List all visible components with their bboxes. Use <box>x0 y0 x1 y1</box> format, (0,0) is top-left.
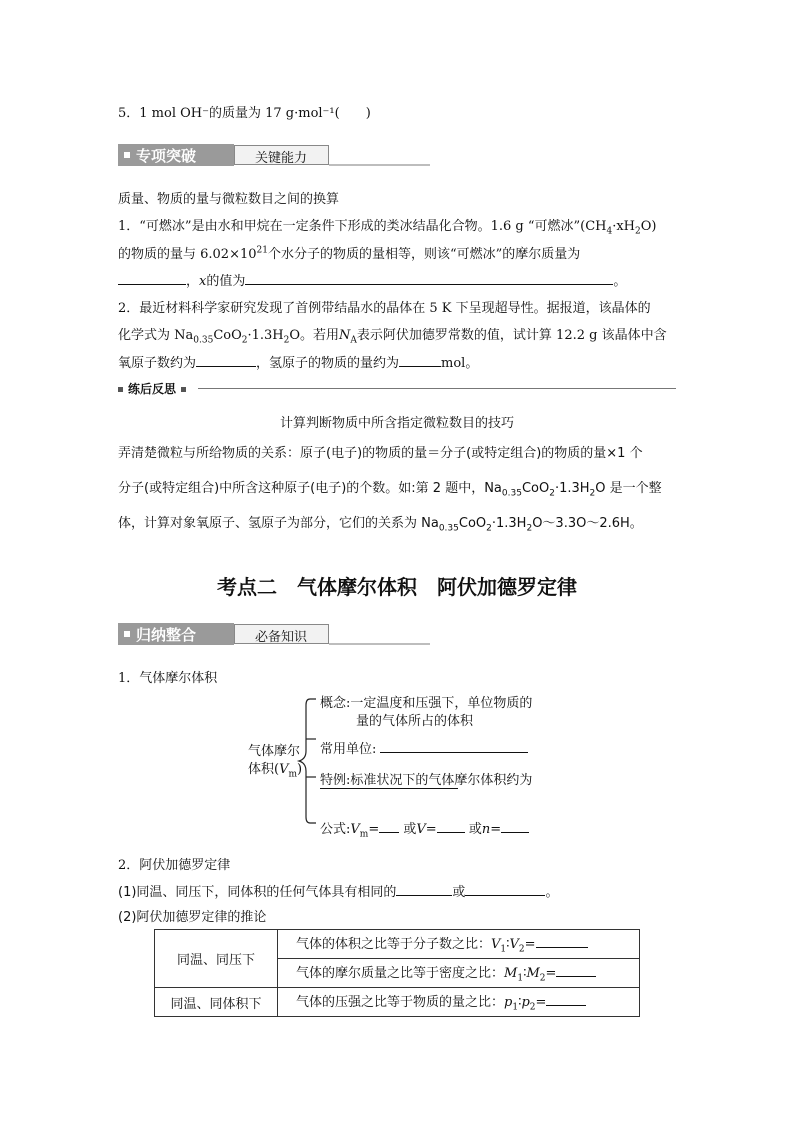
text: 气体的体积之比等于分子数之比： <box>296 937 492 953</box>
subscript: 2 <box>518 944 525 955</box>
text: = <box>524 937 536 953</box>
banner-light-label: 关键能力 <box>255 151 308 166</box>
gmv-formula <box>320 818 529 840</box>
gmv-heading: 1．气体摩尔体积 <box>118 671 218 686</box>
reflection-label: 练后反思 <box>128 382 177 396</box>
square-icon <box>118 387 123 392</box>
text: 表示阿伏加德罗常数的值，试计算 12.2 g 该晶体中含 <box>356 328 667 343</box>
text: O) <box>640 219 657 234</box>
banner-light-label: 必备知识 <box>255 630 308 645</box>
text: = <box>368 822 380 837</box>
problem-2-line-2 <box>118 324 667 346</box>
variable: V <box>279 762 289 777</box>
answer-blank[interactable] <box>556 964 596 977</box>
subscript: 2 <box>526 523 533 534</box>
text: ，氢原子的物质的量约为 <box>256 356 400 371</box>
text: mol。 <box>441 356 479 371</box>
subscript: 1 <box>500 944 507 955</box>
table-cell: 同温、同体积下 <box>155 988 278 1017</box>
problem-1-line-1 <box>118 215 657 237</box>
table-cell <box>278 959 640 988</box>
text: O～3.3O～2.6H。 <box>532 516 643 531</box>
answer-blank[interactable] <box>465 883 545 896</box>
variable: M <box>526 966 540 982</box>
subscript: 0.35 <box>438 523 459 534</box>
banner-light-tab <box>234 145 329 165</box>
answer-blank[interactable] <box>501 820 529 833</box>
text: ， <box>186 274 200 289</box>
answer-blank[interactable] <box>245 272 613 285</box>
banner-dark-tab <box>118 144 234 166</box>
banner-dark-label: 专项突破 <box>136 147 197 165</box>
text: CoO <box>213 328 242 343</box>
answer-blank[interactable] <box>399 354 441 367</box>
text: = <box>545 966 557 982</box>
subscript: 2 <box>241 335 248 346</box>
superscript: 21 <box>256 245 268 256</box>
text: 体积( <box>248 762 280 777</box>
text: ·xH <box>612 219 636 234</box>
text: 气体的压强之比等于物质的量之比： <box>296 995 505 1011</box>
text: 或 <box>452 885 466 900</box>
topic-heading: 质量、物质的量与微粒数目之间的换算 <box>118 192 340 207</box>
banner-underline <box>329 164 430 166</box>
subscript: A <box>350 335 357 346</box>
square-icon <box>124 631 130 637</box>
text: 体，计算对象氧原子、氢原子为部分，它们的关系为 Na <box>118 516 439 531</box>
text: 个水分子的物质的量相等，则该“可燃冰”的摩尔质量为 <box>267 247 581 262</box>
banner-dark-label: 归纳整合 <box>136 626 197 644</box>
problem-2-line-3 <box>118 352 478 371</box>
text: 或 <box>468 822 482 837</box>
divider <box>198 388 676 389</box>
subscript: 1 <box>512 1002 519 1013</box>
brace-icon <box>296 693 318 830</box>
answer-blank[interactable] <box>546 993 586 1006</box>
answer-blank[interactable] <box>536 935 588 948</box>
text: 。 <box>545 885 559 900</box>
subscript: 2 <box>589 488 596 499</box>
text: ·1.3H <box>247 328 284 343</box>
subscript: 2 <box>549 488 555 499</box>
square-icon <box>181 387 186 392</box>
answer-blank[interactable] <box>118 272 186 285</box>
avo-line-1 <box>118 881 558 900</box>
subscript: 0.35 <box>501 488 522 499</box>
table-cell <box>278 930 640 959</box>
text: CoO <box>521 481 550 496</box>
subscript: 2 <box>529 1002 536 1013</box>
table-cell <box>278 988 640 1017</box>
problem-2-line-1: 2．最近材料科学家研究发现了首例带结晶水的晶体在 5 K 下呈现超导性。据报道，该晶体的 <box>118 301 651 316</box>
section-title: 考点二 气体摩尔体积 阿伏加德罗定律 <box>217 575 577 599</box>
text: 气体的摩尔质量之比等于密度之比： <box>296 966 505 982</box>
variable: N <box>339 328 351 343</box>
text: 或 <box>403 822 417 837</box>
section-banner-key-ability <box>118 144 430 166</box>
variable: x <box>199 274 207 289</box>
subscript: 4 <box>606 226 613 237</box>
answer-blank[interactable] <box>380 740 528 753</box>
text: 。 <box>613 274 627 289</box>
subscript: 1 <box>517 973 524 984</box>
subscript: 2 <box>486 523 492 534</box>
problem-1-line-3 <box>118 270 626 289</box>
text: ∶ <box>506 937 510 953</box>
subscript: 2 <box>283 335 290 346</box>
square-icon <box>124 152 130 158</box>
answer-blank[interactable] <box>437 820 465 833</box>
text: 1．“可燃冰”是由水和甲烷在一定条件下形成的类冰结晶化合物。1.6 g “可燃冰”(CH <box>118 219 607 234</box>
tip-line-2 <box>118 477 662 499</box>
variable: p <box>504 995 513 1011</box>
avo-line-2: (2)阿伏加德罗定律的推论 <box>118 910 267 925</box>
variable: V <box>416 822 426 837</box>
answer-blank[interactable] <box>396 883 452 896</box>
banner-dark-tab <box>118 623 234 645</box>
section-banner-essential-knowledge <box>118 623 430 645</box>
banner-underline <box>329 643 430 645</box>
subscript: m <box>359 829 369 840</box>
answer-blank[interactable] <box>196 354 256 367</box>
gmv-concept-1: 概念:一定温度和压强下，单位物质的 <box>320 696 533 711</box>
text: 的值为 <box>206 274 246 289</box>
problem-1-line-2 <box>118 243 580 262</box>
answer-blank[interactable] <box>379 820 399 833</box>
question-5: 5．1 mol OH⁻的质量为 17 g·mol⁻¹( ) <box>118 106 371 121</box>
variable: n <box>481 822 491 837</box>
tip-line-1: 弄清楚微粒与所给物质的关系：原子(电子)的物质的量＝分子(或特定组合)的物质的量×1 个 <box>118 446 643 461</box>
variable: V <box>491 937 501 953</box>
text: = <box>425 822 437 837</box>
text: O 是一个整 <box>595 481 662 496</box>
variable: V <box>509 937 519 953</box>
text: ∶ <box>518 995 522 1011</box>
text: O。若用 <box>289 328 340 343</box>
text: 化学式为 Na <box>118 328 194 343</box>
answer-blank[interactable] <box>320 788 458 789</box>
tip-line-3 <box>118 512 643 534</box>
text: 分子(或特定组合)中所含这种原子(电子)的个数。如:第 2 题中，Na <box>118 481 502 496</box>
text: = <box>490 822 502 837</box>
text: ·1.3H <box>491 516 527 531</box>
reflection-header <box>118 380 186 397</box>
text: ) <box>297 762 303 777</box>
gmv-concept-2: 量的气体所占的体积 <box>356 714 474 729</box>
text: 常用单位: <box>320 742 377 757</box>
gmv-left-label-1: 气体摩尔 <box>248 744 301 759</box>
banner-light-tab <box>234 624 329 644</box>
gmv-left-label-2 <box>248 758 302 780</box>
avogadro-table <box>154 929 640 1017</box>
text: 的物质的量与 6.02×10 <box>118 247 257 262</box>
text: 公式: <box>320 822 351 837</box>
text: = <box>535 995 547 1011</box>
variable: p <box>521 995 530 1011</box>
table-row <box>155 988 640 1017</box>
avo-heading: 2．阿伏加德罗定律 <box>118 858 231 873</box>
text: CoO <box>458 516 487 531</box>
text: ∶ <box>523 966 527 982</box>
gmv-unit <box>320 738 528 757</box>
variable: M <box>504 966 518 982</box>
text: ·1.3H <box>554 481 590 496</box>
subscript: 2 <box>635 226 641 237</box>
subscript: 2 <box>539 973 546 984</box>
text: (1)同温、同压下，同体积的任何气体具有相同的 <box>118 885 397 900</box>
gmv-special: 特例:标准状况下的气体摩尔体积约为 <box>320 773 533 788</box>
table-row <box>155 930 640 959</box>
tip-title: 计算判断物质中所含指定微粒数目的技巧 <box>279 416 514 431</box>
subscript: m <box>288 769 298 780</box>
text: 氧原子数约为 <box>118 356 197 371</box>
variable: V <box>350 822 360 837</box>
subscript: 0.35 <box>193 335 214 346</box>
table-cell: 同温、同压下 <box>155 930 278 988</box>
